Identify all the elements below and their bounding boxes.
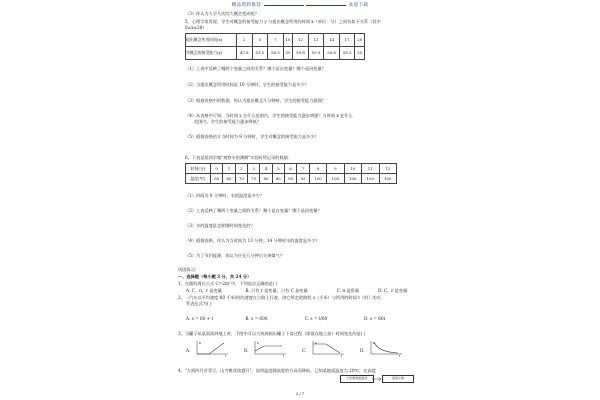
table-cell: 70 (235, 174, 247, 184)
table-cell: 14 (324, 34, 340, 47)
axis-label-t: t (225, 354, 227, 357)
mc3-graph-b (252, 339, 288, 357)
mc3-option-d: D. (360, 348, 365, 353)
table-cell: 11 (362, 164, 379, 174)
table-cell: 59.9 (308, 47, 324, 60)
mc1-option-a: A. C，π，r 是变量 (186, 288, 222, 293)
table-cell: 100 (362, 174, 379, 184)
table-cell: 90 (284, 174, 296, 184)
mc3-graph-a (194, 339, 230, 357)
mc2-option-b: B. s = 60/t (245, 316, 268, 321)
consolidate-heading: 巩固练习： (178, 267, 199, 272)
table-row (186, 47, 365, 60)
table-cell: 20 (355, 34, 365, 47)
table-cell: 80 (260, 174, 272, 184)
q5-sub5: （5）根据表格估计当时间为 8 分钟时，学生对概念的接受能力是多少？ (185, 134, 319, 139)
mc3-graph-c (310, 339, 346, 357)
axis-label-h: h (199, 341, 201, 345)
q5-sub2: （2）当提出概念所用时间是 10 分钟时，学生的接受能力是多少？ (185, 82, 309, 87)
q5-stem-2: 0≤x≤30） (185, 25, 207, 30)
q5-stem: 5、心理学家发现，学生对概念的接受能力 y 与提出概念所用的时间 x（单位：分）之间有如下关系（其中 (185, 19, 381, 24)
table-cell: 53.5 (252, 47, 268, 60)
mc1-option-d: D. C，r 是变量 (378, 288, 408, 293)
table-cell: 10 (283, 34, 293, 47)
table-cell: 47.8 (237, 47, 253, 60)
table-cell: 9 (327, 164, 344, 174)
mc2-options (186, 316, 426, 322)
mc3-stem: 3、当罐子从桌面落到地上时，下图中可以大致刻画出罐子下落过程（即落在地上前）时间变化的是( ) (178, 331, 366, 336)
axis-label-t: t (399, 354, 401, 357)
page-header (150, 2, 450, 9)
worksheet-page (150, 0, 450, 400)
flow-arrow-icon (372, 376, 382, 382)
q5-row1-label: 提出概念所用时间(x) (186, 34, 237, 47)
table-row (186, 164, 397, 174)
table-cell: 6 (284, 164, 296, 174)
table-cell: 8 (309, 164, 326, 174)
mc1-options (186, 288, 426, 294)
mc3-option-c: C. (302, 348, 307, 353)
table-cell: 60 (211, 174, 223, 184)
table-cell: 5 (272, 164, 284, 174)
table-cell: 3 (247, 164, 259, 174)
table-cell: 85 (272, 174, 284, 184)
table-cell: 12 (379, 164, 397, 174)
table-cell: 59.8 (293, 47, 309, 60)
q6-table-wrap (185, 163, 425, 184)
table-cell: 65 (223, 174, 235, 184)
q6-sub5: （5）为了节约能源，你认为应在几分钟后关掉煤气？ (185, 253, 284, 258)
q6-table (185, 163, 397, 184)
table-cell: 17 (339, 34, 355, 47)
mc3-option-a: A. (186, 348, 191, 353)
header-divider (306, 2, 346, 6)
table-cell: 2 (235, 164, 247, 174)
table-cell: 5 (252, 34, 268, 47)
table-cell: 2 (237, 34, 253, 47)
axis-label-t: t (341, 354, 343, 357)
q5-sub4-cont: 范围内，学生的接受能力逐步降低？ (194, 119, 262, 124)
q6-row1-label: 时间(分) (186, 164, 211, 174)
table-row (186, 174, 397, 184)
table-cell: 7 (297, 164, 309, 174)
q5-sub4: （4）从表格中可知，当时间 x 在什么范围内，学生的接受能力逐步增强？当时间 x 在什么 (185, 113, 353, 118)
table-cell: 75 (247, 174, 259, 184)
header-left: 精品资料推荐 (231, 3, 262, 8)
q6-sub3: （3）水的温度是怎样随时间变化的？ (185, 223, 255, 228)
table-cell: 7 (268, 34, 284, 47)
axis-label-h: h (373, 341, 375, 345)
table-cell: 95 (297, 174, 309, 184)
axis-label-t: t (283, 354, 285, 357)
mc1-option-c: C. π 是常量 (336, 288, 360, 293)
table-cell: 100 (327, 174, 344, 184)
table-cell: 100 (344, 174, 361, 184)
mc2-option-d: D. s = 60t (364, 316, 386, 321)
table-cell: 100 (379, 174, 397, 184)
mc1-option-b: B. 只有 r 是变量，只有 C 是变量 (245, 288, 308, 293)
mc4-stem: 4、"人间四月芳菲尽，山寺桃花始盛开"，说明温度随高度的升高而降低。已知某地面温度为 20℃，在高度 (178, 368, 376, 373)
mc1-stem: 1、在圆的周长公式 C=2πr 中，下列说法正确的是( ) (178, 281, 278, 286)
q5-sub1: （1）上表中反映了哪两个变量之间的关系？哪个是自变量？哪个是因变量？ (185, 66, 326, 71)
table-cell: 59 (283, 47, 293, 60)
table-cell: 4 (260, 164, 272, 174)
table-cell: 0 (211, 164, 223, 174)
q5-table-wrap (185, 33, 425, 60)
table-cell: 56.3 (268, 47, 284, 60)
q5-sub3: （3）根据表格中的数据，你认为提出概念几分钟时，学生的接受能力最强？ (185, 98, 326, 103)
q6-sub4: （4）根据表格，你认为当时间为 13 分钟，14 分钟时水的温度是多少？ (185, 238, 320, 243)
table-cell: 59.8 (324, 47, 340, 60)
table-row (186, 34, 365, 47)
table-cell: 13 (308, 34, 324, 47)
header-divider (264, 2, 304, 6)
table-cell: 100 (309, 174, 326, 184)
q6-stem: 6、下表是某同学做"观察水的沸腾"实验时所记录的数据： (185, 155, 293, 160)
q3-sub3: （3）你认为人学几次的大概会变成呢？ (185, 11, 259, 16)
mc3-graph-d (368, 339, 404, 357)
mc2-stem: 2、一汽车以平均速度 60 千米/时的速度在公路上行驶，则它所走的路程 s（千米）与所用的时间 t（时）的关 (178, 295, 381, 300)
mc2-option-c: C. s = t/60 (304, 316, 328, 321)
header-right: 欢迎下载 (348, 3, 369, 8)
table-cell: 1 (223, 164, 235, 174)
section-heading: 一、选择题（每小题 3 分，共 24 分） (178, 274, 252, 279)
axis-label-h: h (315, 341, 317, 345)
q6-sub2: （2）上表反映了哪两个变量之间的关系？哪个是自变量？哪个是因变量？ (185, 208, 322, 213)
page-number: 2 / 7 (295, 391, 305, 396)
table-cell: 12 (293, 34, 309, 47)
mc2-option-a: A. s = 60 + t (186, 316, 214, 321)
q6-sub1: （1）时间为 8 分钟时，水的温度是多少？ (185, 193, 265, 198)
mc3-option-b: B. (244, 348, 249, 353)
flow-box-1: 已知某地面温度 (340, 375, 374, 383)
axis-label-h: h (257, 341, 259, 345)
table-cell: 10 (344, 164, 361, 174)
q5-row2-label: 对概念的接受能力(y) (186, 47, 237, 60)
flow-box-2: 高度计算 (382, 375, 414, 383)
q6-row2-label: 温度(℃) (186, 174, 211, 184)
q5-table (185, 33, 365, 60)
mc3-options (186, 339, 426, 359)
table-cell: 55 (355, 47, 365, 60)
mc2-stem-2: 系表达式为( ) (186, 301, 212, 306)
table-cell: 58.3 (339, 47, 355, 60)
